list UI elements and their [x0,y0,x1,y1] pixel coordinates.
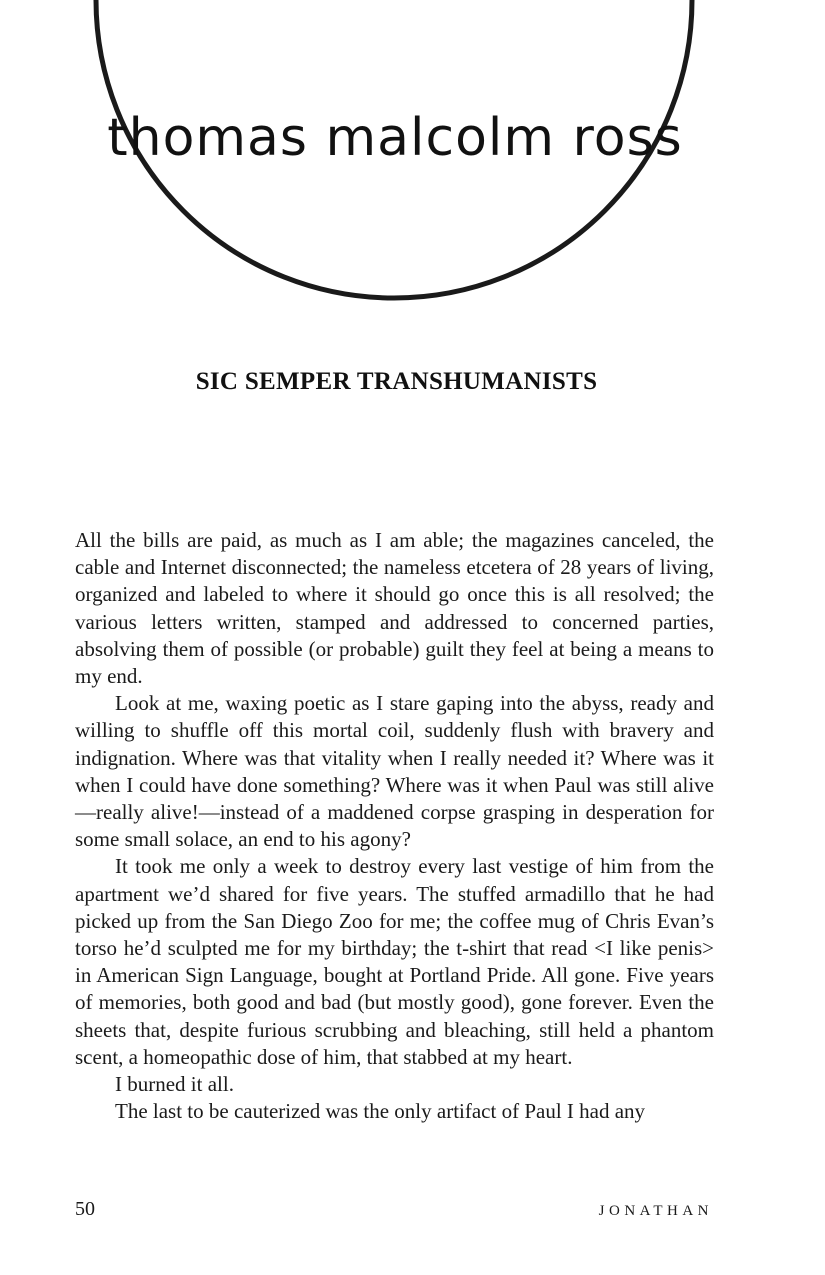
paragraph: I burned it all. [115,1072,234,1097]
paragraph: All the bills are paid, as much as I am able; the magazines canceled, the cable and Internet disconnected; the nameless etcetera of 28 years of living, organized and labeled to where it should go once this is all resolved; the various letters written, stamped and addressed to concerned parties, absolving them of possible (or probable) guilt they feel at being a means to my end. [75,528,714,689]
paragraph: It took me only a week to destroy every last vestige of him from the apartment we’d shared for five years. The stuffed armadillo that he had picked up from the San Diego Zoo for me; the coffee mug of Chris Evan’s torso he’d sculpted me for my birthday; the t-shirt that read <I like penis> in American Sign Language, bought at Portland Pride. All gone. Five years of memories, both good and bad (but mostly good), gone forever. Even the sheets that, despite furious scrubbing and bleaching, still held a phantom scent, a homeopathic dose of him, that stabbed at my heart. [75,854,714,1069]
paragraph: Look at me, waxing poetic as I stare gaping into the abyss, ready and willing to shuffle off this mortal coil, suddenly flush with bravery and indignation. Where was that vitality when I really needed it? Where was it when I could have done something? Where was it when Paul was still alive—really alive!—instead of a maddened corpse grasping in desperation for some small solace, an end to his agony? [75,691,714,852]
page-number: 50 [75,1198,95,1220]
author-name: thomas malcolm ross [107,108,683,168]
running-title: JONATHAN [598,1203,713,1219]
story-body [75,527,714,1125]
paragraph: The last to be cauterized was the only artifact of Paul I had any [115,1099,646,1124]
story-title: SIC SEMPER TRANSHUMANISTS [195,368,598,395]
